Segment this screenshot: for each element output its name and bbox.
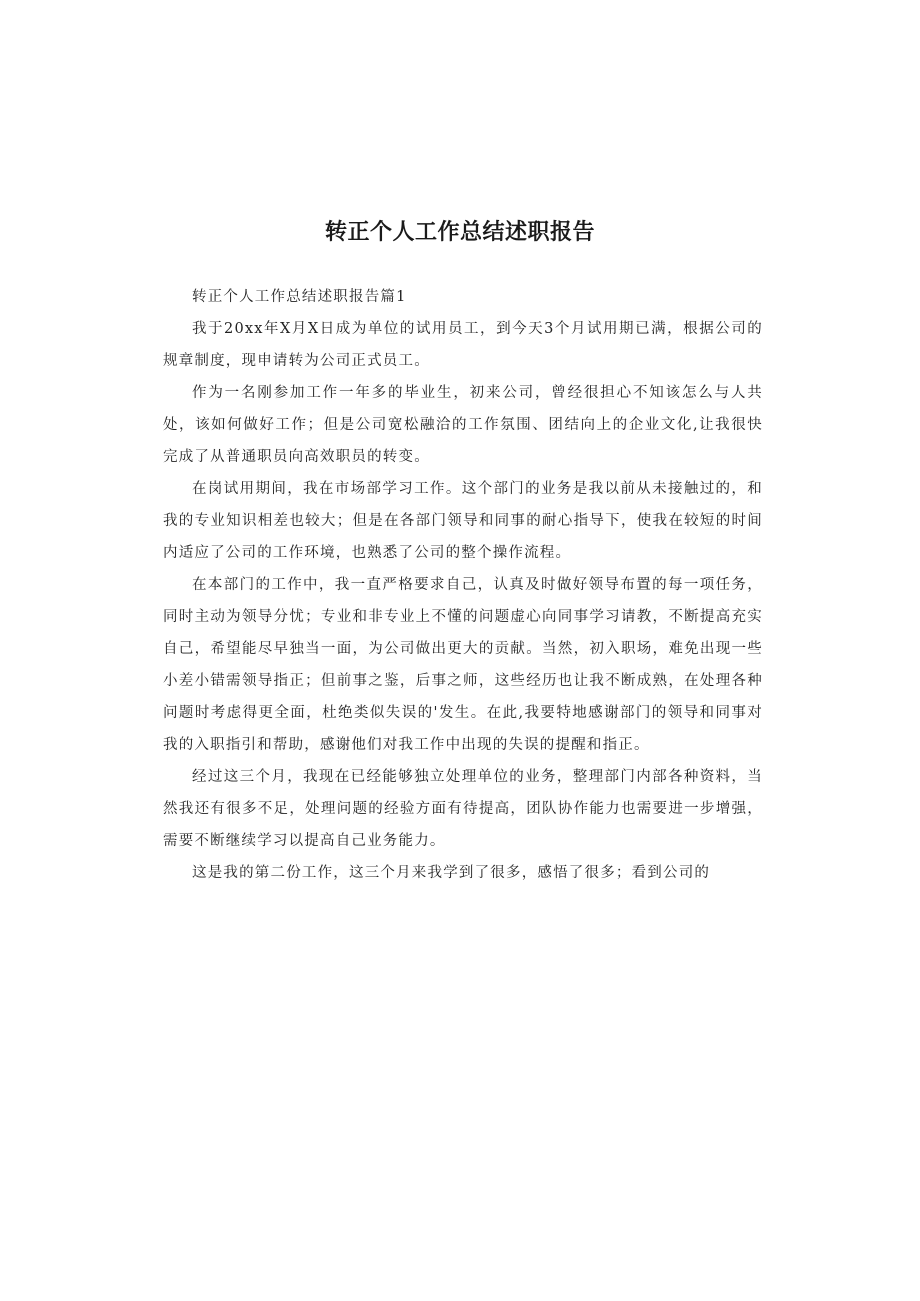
paragraph: 在岗试用期间，我在市场部学习工作。这个部门的业务是我以前从未接触过的，和我的专业知识相差也较大；但是在各部门领导和同事的耐心指导下，使我在较短的时间内适应了公司的工作环境，也熟悉了公司的整个操作流程。 — [163, 481, 763, 561]
paragraph: 这是我的第二份工作，这三个月来我学到了很多，感悟了很多；看到公司的 — [192, 865, 711, 881]
document-body — [163, 281, 763, 889]
paragraph: 作为一名刚参加工作一年多的毕业生，初来公司，曾经很担心不知该怎么与人共处，该如何做好工作；但是公司宽松融洽的工作氛围、团结向上的企业文化,让我很快完成了从普通职员向高效职员的转变。 — [163, 385, 763, 465]
section-heading: 转正个人工作总结述职报告篇1 — [192, 289, 407, 305]
document-title: 转正个人工作总结述职报告 — [324, 220, 595, 245]
paragraph: 我于20xx年X月X日成为单位的试用员工，到今天3个月试用期已满，根据公司的规章制度，现申请转为公司正式员工。 — [163, 321, 763, 369]
paragraph: 在本部门的工作中，我一直严格要求自己，认真及时做好领导布置的每一项任务，同时主动为领导分忧；专业和非专业上不懂的问题虚心向同事学习请教，不断提高充实自己，希望能尽早独当一面，为公司做出更大的贡献。当然，初入职场，难免出现一些小差小错需领导指正；但前事之鉴，后事之师，这些经历也让我不断成熟，在处理各种问题时考虑得更全面，杜绝类似失误的'发生。在此,我要特地感谢部门的领导和同事对我的入职指引和帮助，感谢他们对我工作中出现的失误的提醒和指正。 — [163, 577, 763, 753]
paragraph: 经过这三个月，我现在已经能够独立处理单位的业务，整理部门内部各种资料，当然我还有很多不足，处理问题的经验方面有待提高，团队协作能力也需要进一步增强，需要不断继续学习以提高自己业务能力。 — [163, 769, 763, 849]
